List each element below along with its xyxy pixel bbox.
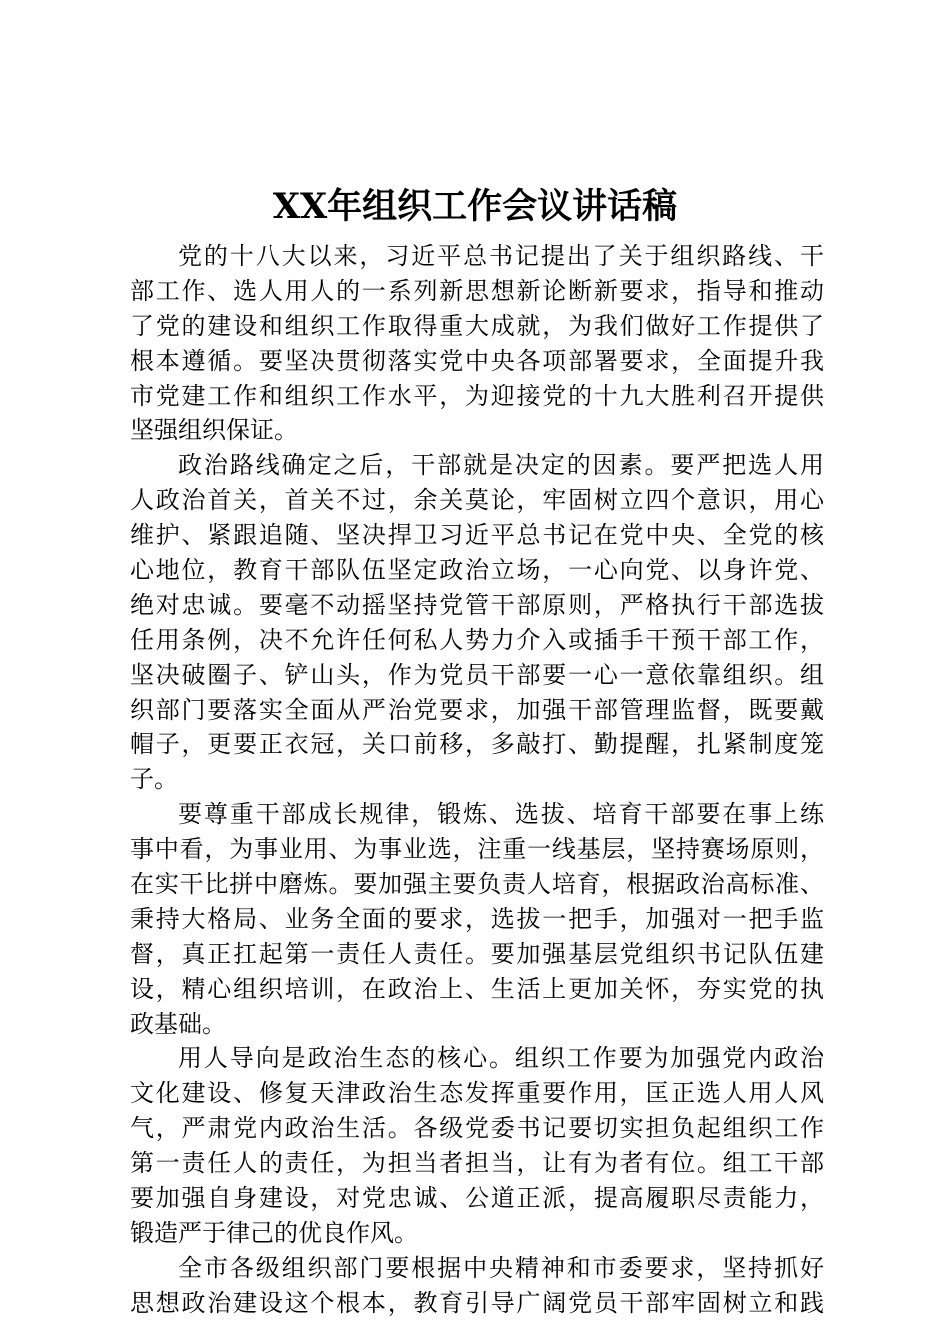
text-line: 坚决破圈子、铲山头，作为党员干部要一心一意依靠组织。组 bbox=[130, 660, 824, 689]
text-line: 用人导向是政治生态的核心。组织工作要为加强党内政治 bbox=[178, 1044, 824, 1073]
text-line: 要尊重干部成长规律，锻炼、选拔、培育干部要在事上练 bbox=[178, 800, 824, 829]
text-line: 文化建设、修复天津政治生态发挥重要作用，匡正选人用人风 bbox=[130, 1079, 824, 1108]
text-line: 织部门要落实全面从严治党要求，加强干部管理监督，既要戴 bbox=[130, 695, 824, 724]
text-line: 市党建工作和组织工作水平，为迎接党的十九大胜利召开提供 bbox=[130, 381, 824, 410]
document-body bbox=[130, 239, 824, 1321]
text-line: 督，真正扛起第一责任人责任。要加强基层党组织书记队伍建 bbox=[130, 939, 824, 968]
document-title: XX年组织工作会议讲话稿 bbox=[272, 186, 678, 227]
paragraph-3 bbox=[130, 797, 824, 1041]
text-line: 绝对忠诚。要毫不动摇坚持党管干部原则，严格执行干部选拔 bbox=[130, 590, 824, 619]
text-line: 全市各级组织部门要根据中央精神和市委要求，坚持抓好 bbox=[178, 1253, 824, 1282]
text-line: 帽子，更要正衣冠，关口前移，多敲打、勤提醒，扎紧制度笼 bbox=[130, 730, 824, 759]
text-line: 在实干比拼中磨炼。要加强主要负责人培育，根据政治高标准、 bbox=[130, 870, 824, 899]
text-line: 任用条例，决不允许任何私人势力介入或插手干预干部工作， bbox=[130, 625, 824, 654]
text-line: 坚强组织保证。 bbox=[130, 416, 298, 445]
paragraph-1 bbox=[130, 239, 824, 448]
paragraph-2 bbox=[130, 448, 824, 797]
text-line: 了党的建设和组织工作取得重大成就，为我们做好工作提供了 bbox=[130, 311, 824, 340]
text-line: 政基础。 bbox=[130, 1009, 226, 1038]
text-line: 人政治首关，首关不过，余关莫论，牢固树立四个意识，用心 bbox=[130, 486, 824, 515]
text-line: 要加强自身建设，对党忠诚、公道正派，提高履职尽责能力， bbox=[130, 1184, 824, 1213]
text-line: 秉持大格局、业务全面的要求，选拔一把手，加强对一把手监 bbox=[130, 904, 824, 933]
text-line: 气，严肃党内政治生活。各级党委书记要切实担负起组织工作 bbox=[130, 1114, 824, 1143]
text-line: 设，精心组织培训，在政治上、生活上更加关怀，夯实党的执 bbox=[130, 974, 824, 1003]
paragraph-4 bbox=[130, 1041, 824, 1250]
text-line: 第一责任人的责任，为担当者担当，让有为者有位。组工干部 bbox=[130, 1149, 824, 1178]
paragraph-5 bbox=[130, 1251, 824, 1321]
text-line: 根本遵循。要坚决贯彻落实党中央各项部署要求，全面提升我 bbox=[130, 346, 824, 375]
text-line: 维护、紧跟追随、坚决捍卫习近平总书记在党中央、全党的核 bbox=[130, 521, 824, 550]
text-line: 党的十八大以来，习近平总书记提出了关于组织路线、干 bbox=[178, 242, 824, 270]
text-line: 政治路线确定之后，干部就是决定的因素。要严把选人用 bbox=[178, 451, 824, 480]
text-line: 锻造严于律己的优良作风。 bbox=[130, 1218, 418, 1247]
text-line: 事中看，为事业用、为事业选，注重一线基层，坚持赛场原则， bbox=[130, 835, 824, 864]
text-line: 思想政治建设这个根本，教育引导广阔党员干部牢固树立和践 bbox=[130, 1288, 824, 1317]
text-line: 子。 bbox=[130, 765, 178, 794]
text-line: 部工作、选人用人的一系列新思想新论断新要求，指导和推动 bbox=[130, 276, 824, 305]
text-line: 心地位，教育干部队伍坚定政治立场，一心向党、以身许党、 bbox=[130, 556, 824, 585]
